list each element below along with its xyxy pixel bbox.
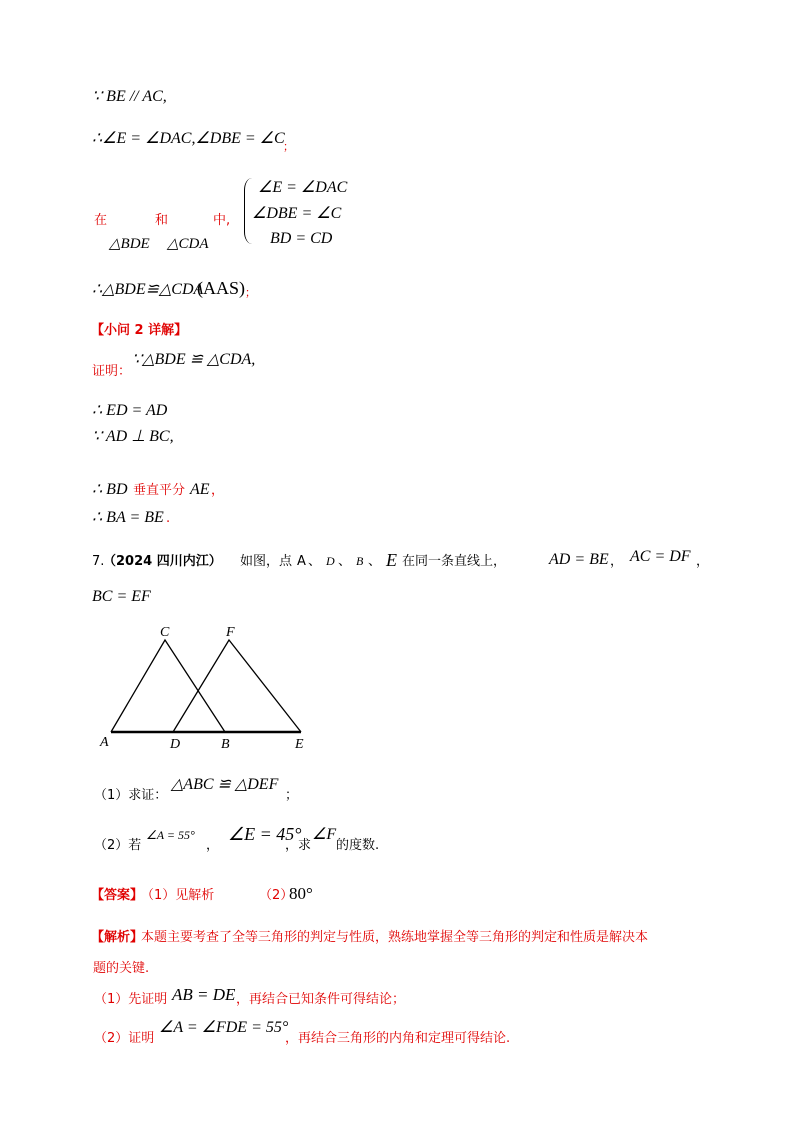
proof-line-2-semicolon: ； <box>283 140 294 153</box>
analysis-text-1: 本题主要考查了全等三角形的判定与性质，熟练地掌握全等三角形的判定和性质是解决本 <box>141 930 649 945</box>
analysis-text-2: 题的关键. <box>93 961 150 976</box>
proof-line-1: ∵ BE // AC, <box>92 88 167 105</box>
sub-question-2-angle-f: ∠F <box>312 826 337 843</box>
label-f: F <box>226 625 235 640</box>
part2-step-3-math2: AE <box>190 481 210 498</box>
sub-question-2-comma-2: ，求 <box>285 838 312 853</box>
congruence-conclusion: ∴△BDE≌△CDA <box>92 281 204 298</box>
condition-comma-2: ， <box>696 554 710 569</box>
part2-step-3-math: ∴ BD <box>92 481 128 498</box>
answer-label: 【答案】 <box>91 888 144 903</box>
in-word-he: 和 <box>155 213 169 228</box>
sub-question-2-label: （2）若 <box>94 838 142 853</box>
analysis-step-2-pre: （2）证明 <box>94 1031 155 1046</box>
condition-ad-be: AD = BE <box>549 551 609 568</box>
sub-question-2-angle-a: ∠A = 55° <box>146 828 195 842</box>
part2-step-4-period: . <box>166 511 171 526</box>
analysis-step-2-post: ，再结合三角形的内角和定理可得结论. <box>285 1031 511 1046</box>
point-a: A <box>297 554 306 569</box>
proof-line-2: ∴∠E = ∠DAC,∠DBE = ∠C <box>92 130 285 147</box>
point-d: D <box>326 554 335 568</box>
label-e: E <box>295 737 304 752</box>
part2-step-3-comma: ， <box>211 483 225 498</box>
point-b: B <box>356 554 364 568</box>
analysis-step-2-math: ∠A = ∠FDE = 55° <box>159 1019 289 1036</box>
part2-step-3-text: 垂直平分 <box>133 483 186 498</box>
question-intro: 如图，点 <box>240 554 293 569</box>
question-source: （2024 四川内江） <box>103 554 222 569</box>
analysis-step-1-post: ，再结合已知条件可得结论； <box>236 992 406 1007</box>
proof-label: 证明： <box>92 364 132 379</box>
system-eq-1: ∠E = ∠DAC <box>258 179 348 196</box>
answer-1: （1）见解析 <box>141 888 215 903</box>
part2-step-2: ∵ AD ⊥ BC, <box>92 428 174 445</box>
in-word-zai: 在 <box>94 213 108 228</box>
system-eq-3: BD = CD <box>270 230 333 247</box>
sub-question-2-end: 的度数. <box>336 838 380 853</box>
answer-2-label: （2） <box>259 888 294 903</box>
sub-question-2-angle-e: ∠E = 45° <box>228 824 302 844</box>
sub-question-2-comma-1: ， <box>206 838 220 853</box>
sub-question-1-label: （1）求证： <box>94 788 168 803</box>
condition-bc-ef: BC = EF <box>92 588 151 605</box>
condition-ac-df: AC = DF <box>630 548 691 565</box>
label-d: D <box>170 737 181 752</box>
aas-reason: (AAS) <box>197 278 245 298</box>
part2-step-4: ∴ BA = BE <box>92 509 164 526</box>
label-b: B <box>221 737 230 752</box>
system-eq-2: ∠DBE = ∠C <box>252 205 342 222</box>
sub-question-1-math: △ABC ≌ △DEF <box>171 776 279 793</box>
separator-2: 、 <box>338 554 352 569</box>
sub-question-1-end: ； <box>285 788 299 803</box>
part2-given: ∵△BDE ≌ △CDA, <box>132 351 256 368</box>
analysis-step-1-math: AB = DE <box>172 985 236 1004</box>
part2-step-1: ∴ ED = AD <box>92 402 168 419</box>
in-word-zhong: 中, <box>213 213 231 228</box>
separator-1: 、 <box>308 554 322 569</box>
triangle-figure <box>90 615 330 755</box>
separator-3: 、 <box>368 554 382 569</box>
question-number: 7. <box>92 554 105 569</box>
triangle-def <box>173 640 301 732</box>
condition-text: 在同一条直线上， <box>402 554 507 569</box>
triangle-cda: △CDA <box>167 236 209 252</box>
triangle-bde: △BDE <box>109 236 150 252</box>
part2-header: 【小问 2 详解】 <box>91 323 188 338</box>
analysis-label: 【解析】 <box>91 930 144 945</box>
point-e: E <box>386 550 397 570</box>
label-c: C <box>160 625 170 640</box>
label-a: A <box>100 735 109 750</box>
conclusion-semicolon: ； <box>245 286 256 299</box>
analysis-step-1-pre: （1）先证明 <box>94 992 168 1007</box>
triangle-abc <box>111 640 225 732</box>
answer-2-value: 80° <box>289 884 313 903</box>
condition-comma-1: ， <box>610 554 624 569</box>
